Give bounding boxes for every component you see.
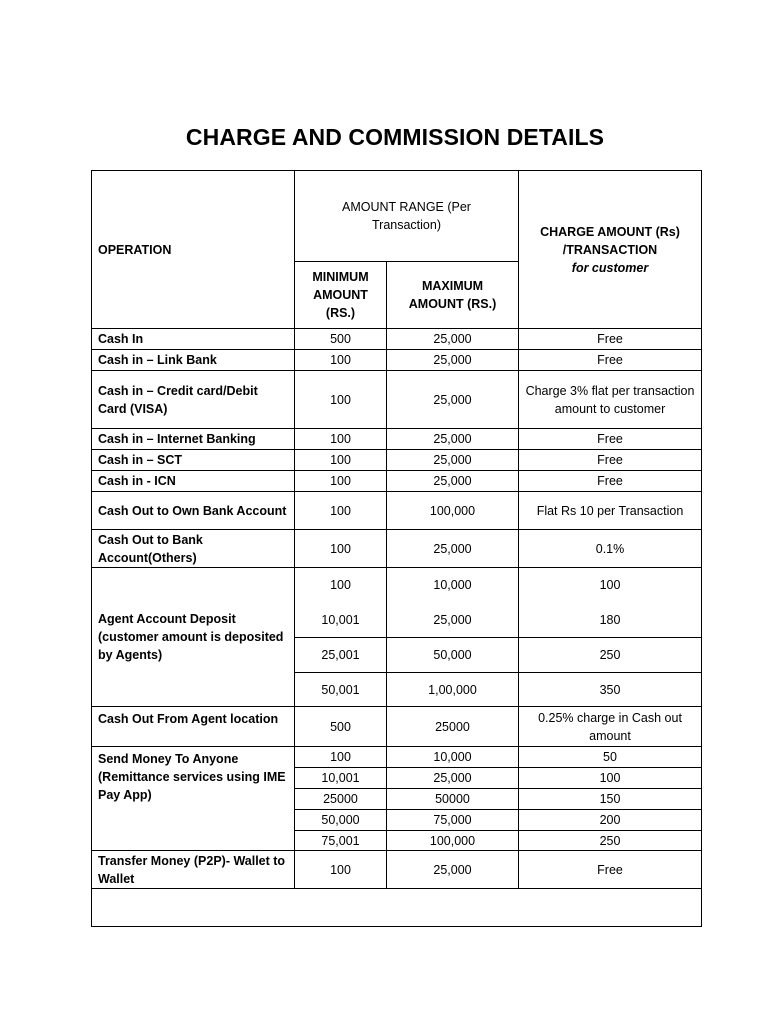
empty-cell [92,889,702,927]
max-cell: 10,000 [387,568,519,603]
min-cell: 100 [295,429,387,450]
table-row [92,530,702,568]
max-cell: 100,000 [387,831,519,851]
max-cell: 25,000 [387,350,519,371]
charge-cell: 100 [519,768,702,789]
operation-cell: Cash In [92,329,295,350]
min-cell: 100 [295,747,387,768]
operation-cell: Cash in – Credit card/Debit Card (VISA) [92,371,295,429]
charge-cell: 100 [519,568,702,603]
min-cell: 100 [295,350,387,371]
max-cell: 10,000 [387,747,519,768]
operation-cell: Cash in - ICN [92,471,295,492]
table-row [92,471,702,492]
charge-cell: Charge 3% flat per transaction amount to customer [519,371,702,429]
operation-cell: Transfer Money (P2P)- Wallet to Wallet [92,851,295,889]
charge-cell: Free [519,450,702,471]
min-cell: 100 [295,471,387,492]
min-cell: 500 [295,707,387,747]
header-charge [519,171,702,329]
max-cell: 75,000 [387,810,519,831]
operation-cell: Send Money To Anyone (Remittance services using IME Pay App) [92,747,295,851]
charge-cell: 200 [519,810,702,831]
min-cell: 100 [295,568,387,603]
min-cell: 10,001 [295,768,387,789]
charge-cell: 250 [519,831,702,851]
table-row [92,350,702,371]
table-row [92,568,702,603]
min-cell: 100 [295,492,387,530]
table-row [92,371,702,429]
operation-cell: Cash Out to Own Bank Account [92,492,295,530]
max-cell: 25,000 [387,450,519,471]
min-cell: 25,001 [295,638,387,673]
charge-cell: Free [519,851,702,889]
header-maximum [387,262,519,329]
table-row [92,429,702,450]
operation-cell: Cash in – Link Bank [92,350,295,371]
operation-cell: Cash in – SCT [92,450,295,471]
min-cell: 100 [295,450,387,471]
charge-cell: Free [519,429,702,450]
table-row [92,851,702,889]
page-title: CHARGE AND COMMISSION DETAILS [185,124,605,150]
charge-cell: Flat Rs 10 per Transaction [519,492,702,530]
charge-cell: Free [519,471,702,492]
header-amount-range [295,171,519,262]
min-cell: 100 [295,371,387,429]
header-maximum-text: MAXIMUM AMOUNT (RS.) [408,279,497,311]
charge-table [91,170,702,927]
max-cell: 25,000 [387,530,519,568]
max-cell: 50,000 [387,638,519,673]
table-row [92,747,702,768]
table-row [92,329,702,350]
min-cell: 100 [295,530,387,568]
operation-cell: Cash Out From Agent location [92,707,295,747]
table-row [92,492,702,530]
max-cell: 50000 [387,789,519,810]
operation-cell: Agent Account Deposit (customer amount is deposited by Agents) [92,568,295,707]
header-charge-text: CHARGE AMOUNT (Rs) /TRANSACTION [540,224,680,257]
empty-row [92,889,702,927]
header-amount-range-text: AMOUNT RANGE (Per Transaction) [342,200,471,232]
max-cell: 25,000 [387,371,519,429]
charge-cell: 250 [519,638,702,673]
max-cell: 100,000 [387,492,519,530]
charge-cell: 180 [519,603,702,638]
operation-cell: Cash in – Internet Banking [92,429,295,450]
header-charge-sub: for customer [571,260,649,275]
min-cell: 50,000 [295,810,387,831]
charge-cell: 350 [519,673,702,707]
min-cell: 25000 [295,789,387,810]
max-cell: 25,000 [387,429,519,450]
charge-cell: 0.1% [519,530,702,568]
max-cell: 25,000 [387,329,519,350]
min-cell: 500 [295,329,387,350]
max-cell: 25,000 [387,851,519,889]
charge-cell: Free [519,350,702,371]
max-cell: 1,00,000 [387,673,519,707]
charge-cell: Free [519,329,702,350]
min-cell: 50,001 [295,673,387,707]
min-cell: 75,001 [295,831,387,851]
operation-cell: Cash Out to Bank Account(Others) [92,530,295,568]
min-cell: 10,001 [295,603,387,638]
max-cell: 25,000 [387,603,519,638]
max-cell: 25,000 [387,768,519,789]
max-cell: 25,000 [387,471,519,492]
table-row [92,450,702,471]
header-operation: OPERATION [92,171,295,329]
min-cell: 100 [295,851,387,889]
table-row [92,707,702,747]
charge-cell: 0.25% charge in Cash out amount [519,707,702,747]
header-minimum [295,262,387,329]
charge-cell: 150 [519,789,702,810]
charge-cell: 50 [519,747,702,768]
header-minimum-text: MINIMUM AMOUNT (RS.) [312,270,369,320]
max-cell: 25000 [387,707,519,747]
